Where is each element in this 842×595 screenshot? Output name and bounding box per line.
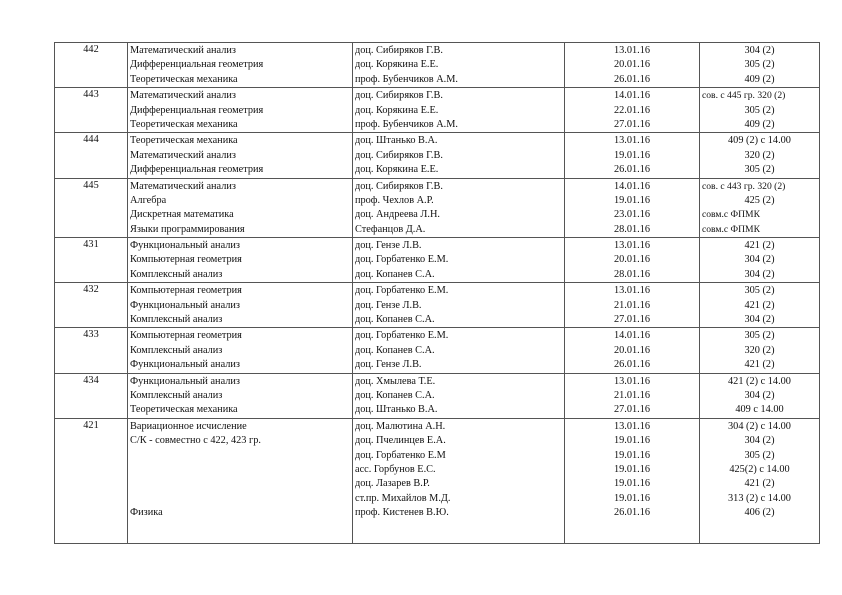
room-line: 421 (2): [744, 359, 775, 371]
date-line: 27.01.16: [613, 404, 651, 416]
room-line: 409 (2) с 14.00: [728, 135, 791, 147]
group-number: 434: [55, 373, 128, 418]
room-line: 425(2) с 14.00: [729, 463, 790, 475]
subject-line: Комплексный анализ: [130, 389, 223, 401]
subject-line: Языки программирования: [130, 223, 245, 235]
room-cell: [700, 238, 820, 283]
room-line: сов. с 443 гр. 320 (2): [702, 180, 786, 192]
room-cell: [700, 373, 820, 418]
table-row: [55, 133, 820, 178]
date-line: 19.01.16: [613, 463, 651, 475]
room-line: 421 (2) с 14.00: [728, 375, 791, 387]
teacher-line: доц. Горбатенко Е.М.: [355, 285, 449, 297]
group-number: 444: [55, 133, 128, 178]
date-line: 26.01.16: [613, 359, 651, 371]
room-cell: [700, 418, 820, 543]
date-line: 13.01.16: [613, 375, 651, 387]
subject-line: Комплексный анализ: [130, 268, 223, 280]
subj-cell: [128, 373, 353, 418]
table-row: [55, 178, 820, 238]
date-line: 20.01.16: [613, 344, 651, 356]
date-line: 13.01.16: [613, 135, 651, 147]
room-line: 421 (2): [744, 478, 775, 490]
subject-line: Вариационное исчисление: [130, 420, 247, 432]
teacher-line: доц. Копанев С.А.: [355, 389, 435, 401]
subj-cell: [128, 133, 353, 178]
date-line: 21.01.16: [613, 299, 651, 311]
teacher-line: проф. Кистенев В.Ю.: [355, 507, 449, 519]
table-row: [55, 43, 820, 88]
date-line: 26.01.16: [613, 164, 651, 176]
teacher-line: доц. Корякина Е.Е.: [355, 59, 439, 71]
subject-line: [130, 492, 350, 506]
date-cell: [565, 43, 700, 88]
table-row: [55, 283, 820, 328]
date-line: 13.01.16: [613, 285, 651, 297]
subject-line: Комплексный анализ: [130, 314, 223, 326]
date-line: 14.01.16: [613, 180, 651, 192]
room-cell: [700, 43, 820, 88]
teach-cell: [353, 88, 565, 133]
subject-line: Дифференциальная геометрия: [130, 59, 264, 71]
date-line: 13.01.16: [613, 45, 651, 56]
date-cell: [565, 88, 700, 133]
room-cell: [700, 178, 820, 238]
date-cell: [565, 178, 700, 238]
teacher-line: доц. Горбатенко Е.М: [355, 449, 446, 461]
room-line: 421 (2): [744, 299, 775, 311]
room-line: 409 (2): [744, 118, 775, 130]
room-line: 406 (2): [744, 507, 775, 519]
group-number: 433: [55, 328, 128, 373]
teacher-line: доц. Корякина Е.Е.: [355, 104, 439, 116]
subject-line: Функциональный анализ: [130, 359, 240, 371]
teach-cell: [353, 418, 565, 543]
subject-line: [130, 477, 350, 491]
date-line: 19.01.16: [613, 478, 651, 490]
teach-cell: [353, 373, 565, 418]
date-line: 27.01.16: [613, 118, 651, 130]
teacher-line: проф. Бубенчиков А.М.: [355, 73, 458, 85]
room-line: совм.с ФПМК: [702, 209, 760, 221]
room-line: 305 (2): [744, 164, 775, 176]
subject-line: Теоретическая механика: [130, 404, 238, 416]
teach-cell: [353, 133, 565, 178]
room-line: 305 (2): [744, 104, 775, 116]
room-cell: [700, 283, 820, 328]
room-line: 305 (2): [744, 285, 775, 297]
date-line: 27.01.16: [613, 314, 651, 326]
date-line: 19.01.16: [613, 194, 651, 206]
teacher-line: доц. Горбатенко Е.М.: [355, 330, 449, 342]
date-line: 26.01.16: [613, 507, 651, 519]
room-line: 305 (2): [744, 59, 775, 71]
group-number: 432: [55, 283, 128, 328]
subject-line: Теоретическая механика: [130, 135, 238, 147]
subj-cell: [128, 328, 353, 373]
date-line: 20.01.16: [613, 254, 651, 266]
room-line: 320 (2): [744, 344, 775, 356]
teacher-line: проф. Бубенчиков А.М.: [355, 118, 458, 130]
teacher-line: доц. Малютина А.Н.: [355, 420, 446, 432]
room-line: 304 (2): [744, 314, 775, 326]
subject-line: Математический анализ: [130, 90, 236, 102]
teacher-line: асс. Горбунов Е.С.: [355, 463, 436, 475]
room-line: 409 с 14.00: [735, 404, 784, 416]
teacher-line: доц. Андреева Л.Н.: [355, 209, 440, 221]
subject-line: Математический анализ: [130, 180, 236, 192]
teacher-line: доц. Штанько В.А.: [355, 404, 438, 416]
group-number: 443: [55, 88, 128, 133]
room-line: 304 (2): [744, 389, 775, 401]
subject-line: Компьютерная геометрия: [130, 285, 242, 297]
teach-cell: [353, 178, 565, 238]
group-number: 445: [55, 178, 128, 238]
subject-line: Теоретическая механика: [130, 73, 238, 85]
date-cell: [565, 283, 700, 328]
room-line: 304 (2) с 14.00: [728, 420, 791, 432]
subject-line: Функциональный анализ: [130, 240, 240, 252]
teacher-line: доц. Штанько В.А.: [355, 135, 438, 147]
date-line: 26.01.16: [613, 73, 651, 85]
date-line: 19.01.16: [613, 449, 651, 461]
teacher-line: доц. Горбатенко Е.М.: [355, 254, 449, 266]
teach-cell: [353, 328, 565, 373]
date-cell: [565, 328, 700, 373]
date-line: 13.01.16: [613, 420, 651, 432]
date-cell: [565, 133, 700, 178]
teacher-line: доц. Лазарев В.Р.: [355, 478, 430, 490]
subj-cell: [128, 88, 353, 133]
date-cell: [565, 418, 700, 543]
teach-cell: [353, 43, 565, 88]
date-line: 28.01.16: [613, 268, 651, 280]
subj-cell: [128, 418, 353, 543]
room-line: 305 (2): [744, 330, 775, 342]
room-line: 304 (2): [744, 45, 775, 56]
table-row: [55, 328, 820, 373]
subj-cell: [128, 178, 353, 238]
subject-line: С/К - совместно с 422, 423 гр.: [130, 435, 261, 447]
room-line: 304 (2): [744, 435, 775, 447]
subj-cell: [128, 238, 353, 283]
subject-line: Дифференциальная геометрия: [130, 164, 264, 176]
room-cell: [700, 133, 820, 178]
subject-line: [130, 463, 350, 477]
teacher-line: доц. Сибиряков Г.В.: [355, 180, 443, 192]
teacher-line: ст.пр. Михайлов М.Д.: [355, 492, 451, 504]
subject-line: Алгебра: [130, 194, 167, 206]
room-cell: [700, 328, 820, 373]
table-row: [55, 238, 820, 283]
room-line: 305 (2): [744, 449, 775, 461]
room-line: 304 (2): [744, 268, 775, 280]
teacher-line: доц. Гензе Л.В.: [355, 359, 422, 371]
date-line: 20.01.16: [613, 59, 651, 71]
subject-line: Комплексный анализ: [130, 344, 223, 356]
subject-line: Теоретическая механика: [130, 118, 238, 130]
subj-cell: [128, 283, 353, 328]
teacher-line: доц. Сибиряков Г.В.: [355, 45, 443, 56]
subject-line: Компьютерная геометрия: [130, 330, 242, 342]
teacher-line: доц. Корякина Е.Е.: [355, 164, 439, 176]
teacher-line: проф. Чехлов А.Р.: [355, 194, 434, 206]
subj-cell: [128, 43, 353, 88]
subject-line: Физика: [130, 507, 163, 519]
room-line: 421 (2): [744, 240, 775, 252]
date-cell: [565, 373, 700, 418]
room-line: 425 (2): [744, 194, 775, 206]
subject-line: Функциональный анализ: [130, 299, 240, 311]
table-row: [55, 373, 820, 418]
teach-cell: [353, 283, 565, 328]
teacher-line: доц. Сибиряков Г.В.: [355, 90, 443, 102]
teach-cell: [353, 238, 565, 283]
date-line: 23.01.16: [613, 209, 651, 221]
date-line: 14.01.16: [613, 90, 651, 102]
subject-line: [130, 449, 350, 463]
teacher-line: доц. Копанев С.А.: [355, 268, 435, 280]
teacher-line: доц. Копанев С.А.: [355, 344, 435, 356]
date-line: 19.01.16: [613, 435, 651, 447]
teacher-line: Стефанцов Д.А.: [355, 223, 426, 235]
room-cell: [700, 88, 820, 133]
table-row: [55, 88, 820, 133]
teacher-line: доц. Хмылева Т.Е.: [355, 375, 436, 387]
teacher-line: доц. Гензе Л.В.: [355, 240, 422, 252]
subject-line: Дискретная математика: [130, 209, 234, 221]
teacher-line: доц. Копанев С.А.: [355, 314, 435, 326]
room-line: совм.с ФПМК: [702, 223, 760, 235]
date-line: 28.01.16: [613, 223, 651, 235]
group-number: 431: [55, 238, 128, 283]
teacher-line: доц. Гензе Л.В.: [355, 299, 422, 311]
teacher-line: доц. Пчелинцев Е.А.: [355, 435, 446, 447]
subject-line: Функциональный анализ: [130, 375, 240, 387]
date-cell: [565, 238, 700, 283]
room-line: 320 (2): [744, 149, 775, 161]
teacher-line: доц. Сибиряков Г.В.: [355, 149, 443, 161]
table-row: [55, 418, 820, 543]
room-line: 304 (2): [744, 254, 775, 266]
date-line: 22.01.16: [613, 104, 651, 116]
group-number: 421: [55, 418, 128, 543]
date-line: 19.01.16: [613, 492, 651, 504]
date-line: 14.01.16: [613, 330, 651, 342]
room-line: 409 (2): [744, 73, 775, 85]
subject-line: Дифференциальная геометрия: [130, 104, 264, 116]
subject-line: Компьютерная геометрия: [130, 254, 242, 266]
subject-line: Математический анализ: [130, 149, 236, 161]
room-line: сов. с 445 гр. 320 (2): [702, 90, 786, 102]
date-line: 19.01.16: [613, 149, 651, 161]
group-number: 442: [55, 43, 128, 88]
room-line: 313 (2) с 14.00: [728, 492, 791, 504]
subject-line: Математический анализ: [130, 45, 236, 56]
date-line: 13.01.16: [613, 240, 651, 252]
date-line: 21.01.16: [613, 389, 651, 401]
exam-schedule-table: [54, 42, 820, 544]
